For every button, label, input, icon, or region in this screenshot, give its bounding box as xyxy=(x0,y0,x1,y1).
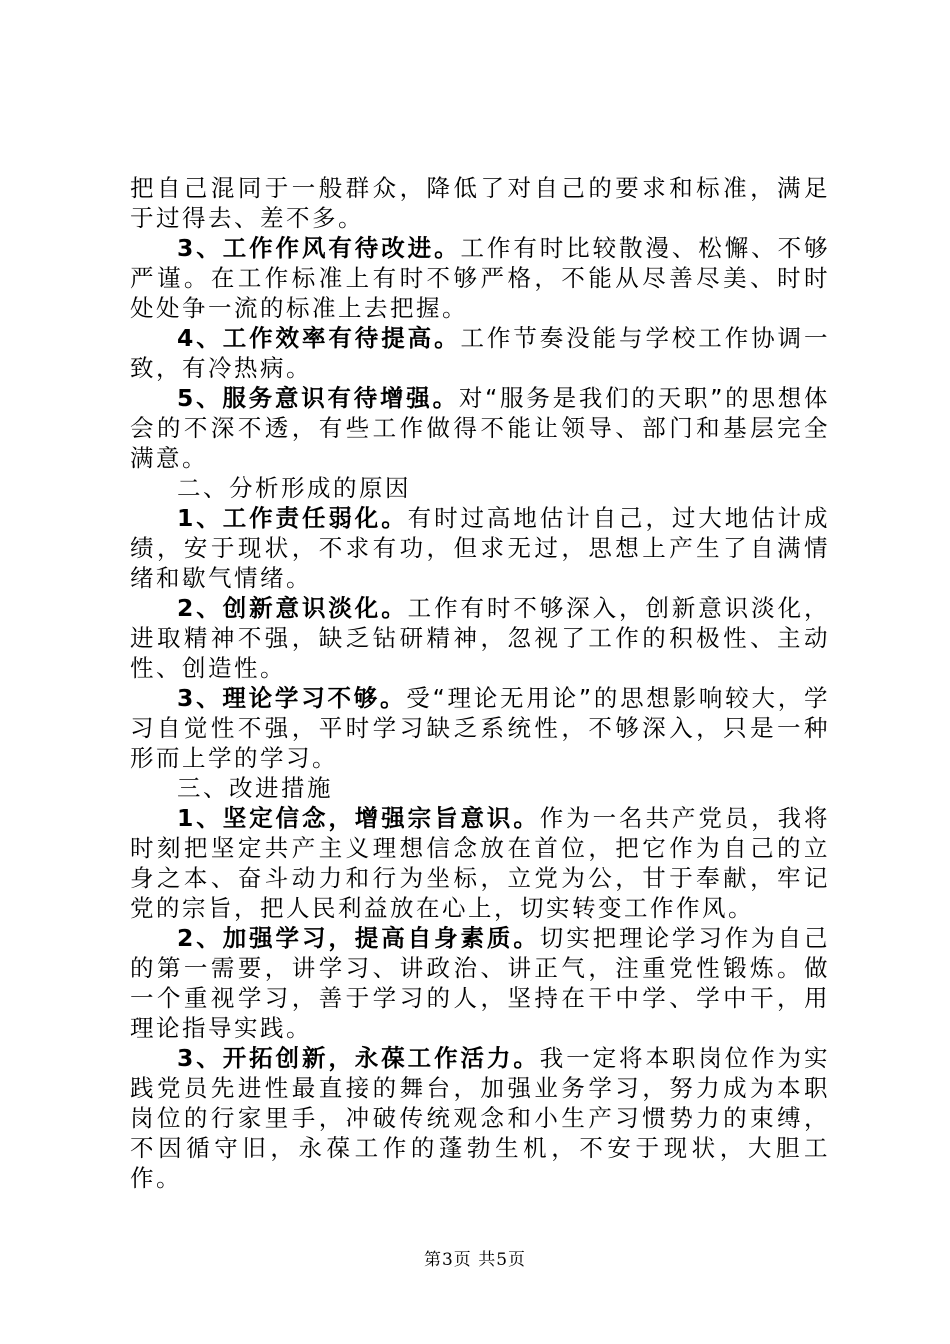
paragraph-lead: 3、理论学习不够。 xyxy=(177,684,407,712)
paragraph-text: 把自己混同于一般群众，降低了对自己的要求和标准，满足于过得去、差不多。 xyxy=(130,174,830,232)
page-number-label: 第3页 共5页 xyxy=(423,1250,527,1270)
section-heading-measures: 三、改进措施 xyxy=(177,774,333,802)
paragraph-work-efficiency xyxy=(130,323,830,383)
paragraph-lead: 2、加强学习，提高自身素质。 xyxy=(177,924,540,952)
paragraph-lead: 5、服务意识有待增强。 xyxy=(177,384,459,412)
paragraph-lead: 3、开拓创新，永葆工作活力。 xyxy=(177,1044,540,1072)
paragraph-text: 作为一名共产党员，我将时刻把坚定共产主义理想信念放在首位，把它作为自己的立身之本、奋斗动力和行为坐标，立党为公，甘于奉献，牢记党的宗旨，把人民利益放在心上，切实转变工作作风。 xyxy=(130,804,831,922)
paragraph-text: 对“服务是我们的天职”的思想体会的不深不透，有些工作做得不能让领导、部门和基层完全满意。 xyxy=(130,384,830,472)
paragraph-text: 工作节奏没能与学校工作协调一致，有冷热病。 xyxy=(130,324,830,382)
paragraph-text: 切实把理论学习作为自己的第一需要，讲学习、讲政治、讲正气，注重党性锻炼。做一个重视学习，善于学习的人，坚持在干中学、学中干，用理论指导实践。 xyxy=(130,924,831,1042)
paragraph-text: 工作有时不够深入，创新意识淡化，进取精神不强，缺乏钻研精神，忽视了工作的积极性、主动性、创造性。 xyxy=(130,594,830,682)
paragraph-lead: 3、工作作风有待改进。 xyxy=(177,234,461,262)
paragraph-work-style xyxy=(130,233,830,323)
paragraph-text: 工作有时比较散漫、松懈、不够严谨。在工作标准上有时不够严格，不能从尽善尽美、时时处处争一流的标准上去把握。 xyxy=(130,234,830,322)
paragraph-continuation xyxy=(130,173,830,233)
paragraph-service-awareness xyxy=(130,383,830,473)
paragraph-responsibility xyxy=(130,503,830,593)
paragraph-innovation xyxy=(130,593,830,683)
paragraph-lead: 4、工作效率有待提高。 xyxy=(177,324,461,352)
paragraph-text: 有时过高地估计自己，过大地估计成绩，安于现状，不求有功，但求无过，思想上产生了自满情绪和歇气情绪。 xyxy=(130,504,830,592)
paragraph-text: 我一定将本职岗位作为实践党员先进性最直接的舞台，加强业务学习，努力成为本职岗位的行家里手，冲破传统观念和小生产习惯势力的束缚，不因循守旧，永葆工作的蓬勃生机，不安于现状，大胆工作。 xyxy=(130,1044,831,1192)
paragraph-lead: 1、工作责任弱化。 xyxy=(177,504,408,532)
paragraph-pioneer xyxy=(130,1043,830,1193)
paragraph-lead: 1、坚定信念，增强宗旨意识。 xyxy=(177,804,540,832)
paragraph-lead: 2、创新意识淡化。 xyxy=(177,594,408,622)
section-heading-causes: 二、分析形成的原因 xyxy=(177,474,411,502)
paragraph-study xyxy=(130,923,830,1043)
paragraph-text: 受“理论无用论”的思想影响较大，学习自觉性不强，平时学习缺乏系统性，不够深入，只是一种形而上学的学习。 xyxy=(130,684,830,772)
document-body xyxy=(130,173,830,1193)
paragraph-belief xyxy=(130,803,830,923)
paragraph-theory-study xyxy=(130,683,830,773)
page-footer xyxy=(0,1245,950,1270)
